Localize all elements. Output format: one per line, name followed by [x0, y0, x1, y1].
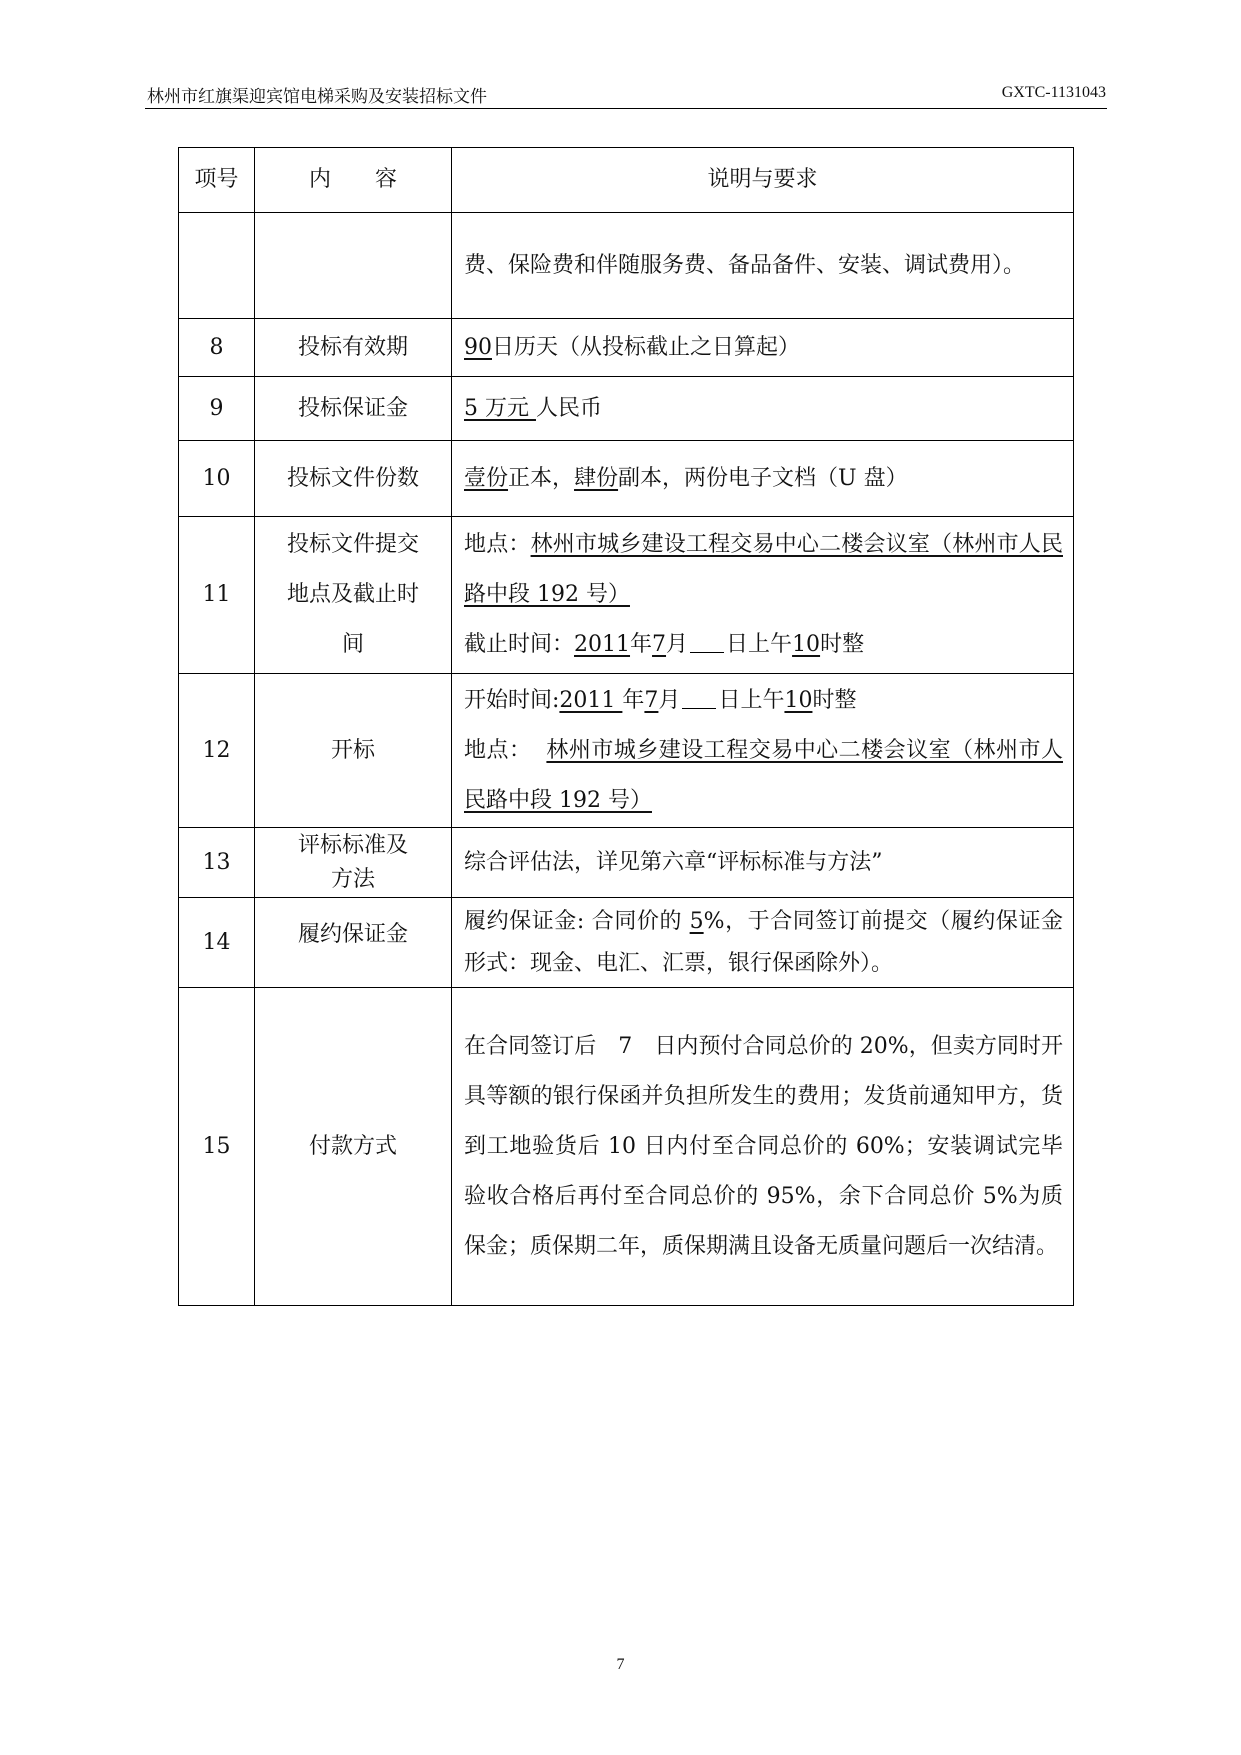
- deadline-month: 7: [652, 632, 667, 657]
- cell-item: 付款方式: [255, 988, 452, 1306]
- hour-unit: 时整: [812, 687, 857, 713]
- cell-item: 投标有效期: [255, 319, 452, 377]
- validity-days: 90: [464, 334, 492, 360]
- cell-no: 11: [179, 517, 255, 674]
- copy-label: 副本，两份电子文档（U 盘）: [618, 465, 908, 491]
- table-header-row: [179, 148, 1074, 213]
- col-header-content: 内 容: [255, 148, 452, 213]
- month-unit: 月: [666, 632, 689, 657]
- cell-desc: [452, 319, 1074, 377]
- table-row: [179, 898, 1074, 988]
- cell-no: 13: [179, 828, 255, 898]
- place-label: 地点：: [464, 737, 532, 763]
- table-row: [179, 213, 1074, 319]
- deadline-day-blank: [690, 630, 724, 653]
- day-unit: 日上午: [726, 632, 793, 657]
- place-value: 林州市城乡建设工程交易中心二楼会议室（林州市人民路中段 192 号）: [464, 532, 1063, 607]
- cell-desc: [452, 517, 1074, 674]
- bond-currency: 人民币: [535, 395, 602, 421]
- open-month: 7: [644, 687, 659, 713]
- cell-no: [179, 213, 255, 319]
- cell-item: [255, 213, 452, 319]
- header-title: 林州市红旗渠迎宾馆电梯采购及安装招标文件: [147, 87, 487, 107]
- col-header-no: 项号: [179, 148, 255, 213]
- table-row: [179, 828, 1074, 898]
- place-value: 林州市城乡建设工程交易中心二楼会议室（林州市人民路中段 192 号）: [464, 737, 1063, 813]
- item-line-3: 间: [341, 632, 364, 657]
- deadline-year: 2011: [574, 632, 631, 657]
- cell-no: 8: [179, 319, 255, 377]
- cell-desc: 费、保险费和伴随服务费、备品备件、安装、调试费用）。: [452, 213, 1074, 319]
- year-unit: 年: [630, 632, 653, 657]
- cell-no: 12: [179, 674, 255, 828]
- header-divider: [145, 108, 1107, 109]
- place-label: 地点：: [464, 532, 531, 557]
- day-unit: 日上午: [718, 687, 785, 713]
- open-year: 2011: [559, 687, 623, 713]
- year-unit: 年: [622, 687, 645, 713]
- cell-item: [255, 517, 452, 674]
- open-hour: 10: [784, 687, 813, 713]
- cell-desc: [452, 898, 1074, 988]
- cell-no: 10: [179, 441, 255, 517]
- cell-item: 投标文件份数: [255, 441, 452, 517]
- table-row: [179, 377, 1074, 441]
- validity-text: 日历天（从投标截止之日算起）: [492, 334, 801, 360]
- perf-bond-prefix: 履约保证金: 合同价的: [464, 908, 690, 934]
- cell-item: 投标保证金: [255, 377, 452, 441]
- item-line-2: 方法: [330, 866, 375, 892]
- original-count: 壹份: [464, 465, 509, 491]
- perf-bond-suffix: %，于合同签订前提交（履约保证金形式：现金、电汇、汇票，银行保函除外）。: [464, 908, 1064, 976]
- table-row: [179, 517, 1074, 674]
- cell-desc: 在合同签订后 7 日内预付合同总价的 20%，但卖方同时开具等额的银行保函并负担所发生的费用；发货前通知甲方，货到工地验货后 10 日内付至合同总价的 60%；安装调试完毕验收合格后再付至合同总价的 95%，余下合同总价 5%为质保金；质保期二年，质保期满且设备无质量问题后一次结清。: [452, 988, 1074, 1306]
- cell-desc: [452, 441, 1074, 517]
- open-day-blank: [682, 686, 716, 709]
- item-line-1: 投标文件提交: [286, 532, 419, 557]
- page-number: 7: [616, 1656, 625, 1673]
- bid-info-table: [178, 147, 1074, 1306]
- cell-item: 开标: [255, 674, 452, 828]
- cell-no: 9: [179, 377, 255, 441]
- cell-item: [255, 828, 452, 898]
- table-row: [179, 319, 1074, 377]
- table-row: [179, 988, 1074, 1306]
- perf-bond-percent: 5: [689, 908, 704, 934]
- item-line-1: 评标标准及: [297, 832, 408, 858]
- bond-amount: 5 万元: [464, 395, 536, 421]
- cell-no: 14: [179, 898, 255, 988]
- copy-count: 肆份: [574, 465, 619, 491]
- deadline-hour: 10: [792, 632, 821, 657]
- start-label: 开始时间:: [464, 687, 560, 713]
- hour-unit: 时整: [820, 632, 865, 657]
- cell-desc: [452, 377, 1074, 441]
- table-row: [179, 441, 1074, 517]
- header-doc-number: GXTC-1131043: [1001, 84, 1106, 101]
- item-line-2: 地点及截止时: [286, 582, 419, 607]
- deadline-label: 截止时间：: [464, 632, 575, 657]
- original-label: 正本，: [508, 465, 575, 491]
- cell-desc: [452, 674, 1074, 828]
- table-row: [179, 674, 1074, 828]
- col-header-desc: 说明与要求: [452, 148, 1074, 213]
- cell-no: 15: [179, 988, 255, 1306]
- month-unit: 月: [658, 687, 681, 713]
- cell-item: 履约保证金: [255, 898, 452, 988]
- cell-desc: 综合评估法，详见第六章“评标标准与方法”: [452, 828, 1074, 898]
